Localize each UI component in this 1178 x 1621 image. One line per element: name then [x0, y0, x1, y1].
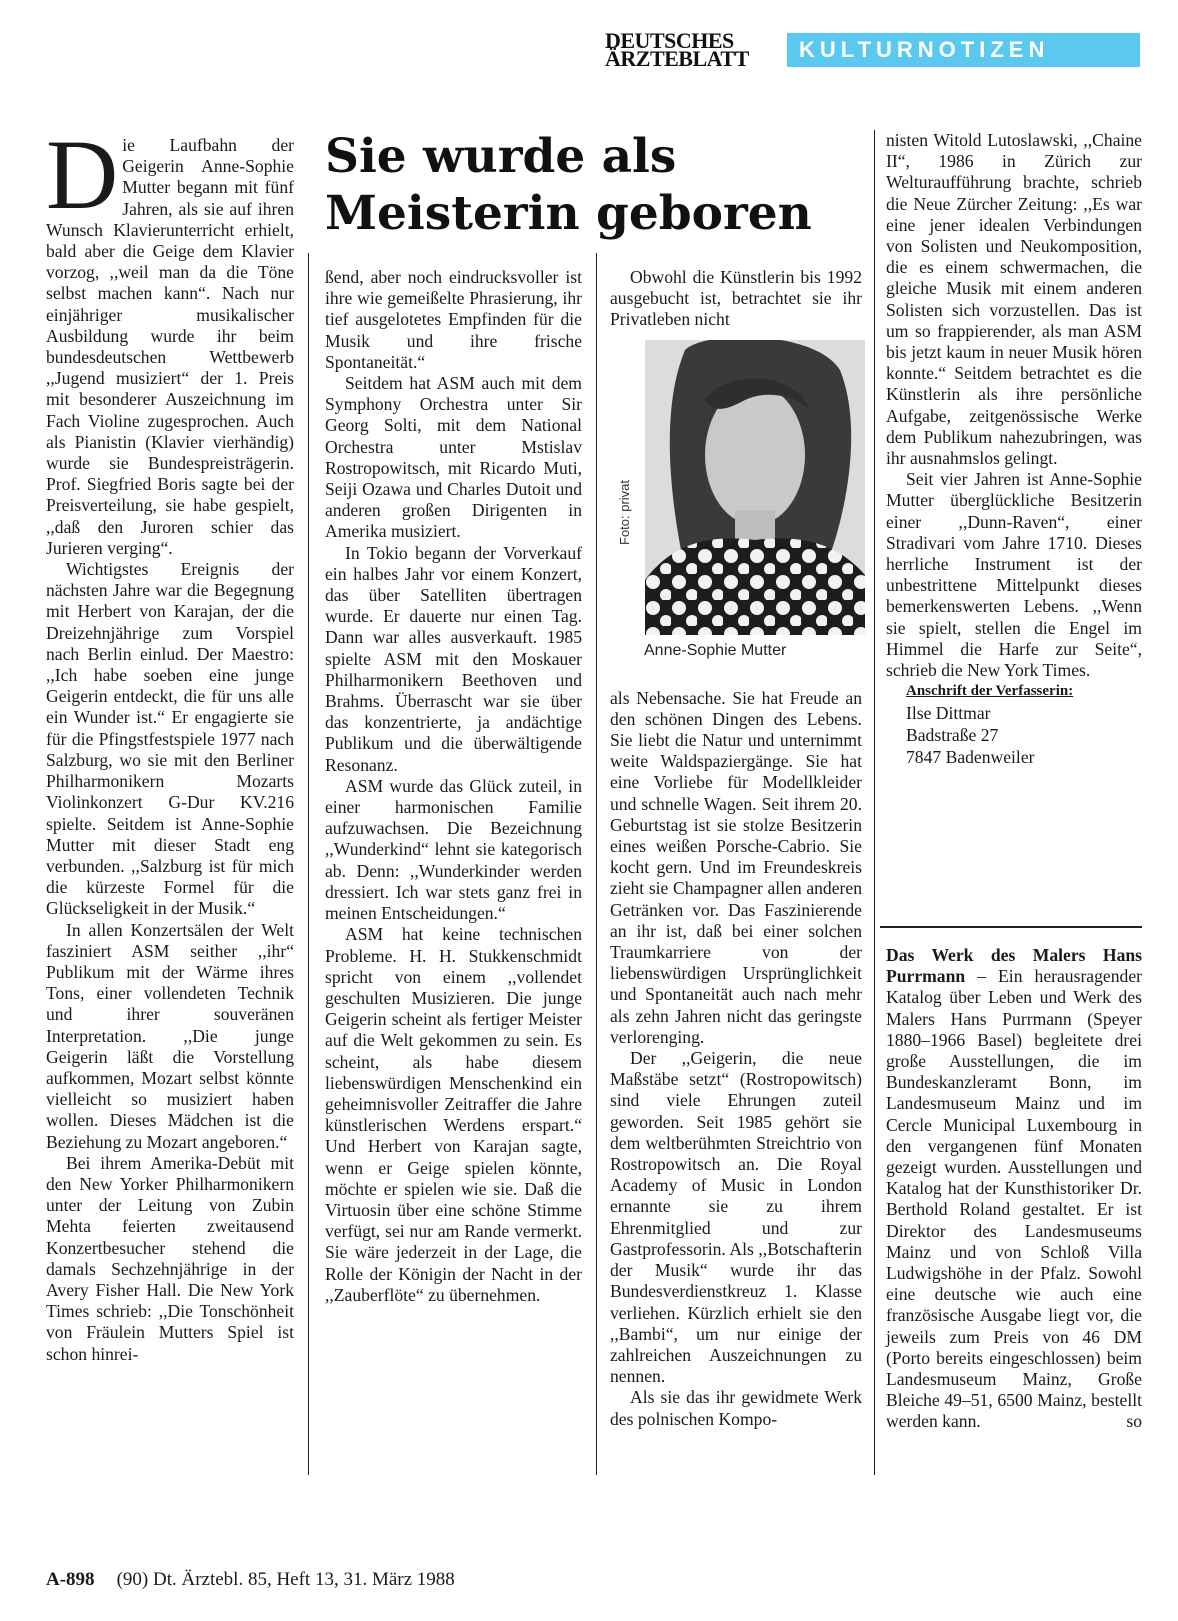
paragraph: Der ,,Geigerin, die neue Maßstäbe setzt“ (Rostropowitsch) sind viele Ehrungen zuteil geworden. Seit 1985 gehört sie dem weltberühmten Streichtrio von Rostropowitsch an. Die Royal Academy of Music in London ernannte sie zu ihrem Ehrenmitglied und zur Gastprofessorin. Als ,,Botschafterin der Musik“ wurde ihr das Bundesverdienstkreuz 1. Klasse verliehen. Kürzlich erhielt sie den ,,Bambi“, um nur einige der zahlreichen Auszeichnungen zu nennen. [610, 1048, 862, 1387]
paragraph: Als sie das ihr gewidmete Werk des polnischen Kompo- [610, 1387, 862, 1429]
author-name: Ilse Dittmar [906, 703, 991, 724]
column-rule-3 [874, 130, 875, 1475]
paragraph: Seitdem hat ASM auch mit dem Symphony Orchestra unter Sir Georg Solti, mit dem National Orchestra unter Mstislav Rostropowitsch, mit Ricardo Muti, Seiji Ozawa und Charles Dutoit und anderen großen Dirigenten in Amerika musiziert. [325, 373, 582, 542]
paragraph: ASM hat keine technischen Probleme. H. H. Stukkenschmidt spricht von einem ,,vollendet geschulten Musizieren. Die junge Geigerin scheint als fertiger Meister auf die Welt gekommen zu sein. Es scheint, als habe diesem liebenswürdigen Menschenkind ein geheimnisvoller Zeitraffer die Jahre künstlerischen Werdens erspart.“ Und Herbert von Karajan sagte, wenn er Geige spielen könnte, möchte er spielen wie sie. Daß die Virtuosin über eine schöne Stimme verfügt, sei nur am Rande vermerkt. Sie wäre jederzeit in der Lage, die Rolle der Königin der Nacht in der ,,Zauberflöte“ zu übernehmen. [325, 924, 582, 1305]
paragraph: als Nebensache. Sie hat Freude an den schönen Dingen des Lebens. Sie liebt die Natur und unternimmt weite Waldspaziergänge. Sie hat eine Vorliebe für Modellkleider und schnelle Wagen. Seit ihrem 20. Geburtstag ist sie stolze Besitzerin eines weißen Porsche-Cabrio. Sie kocht gern. Und im Freundeskreis zieht sie Champagner allen anderen Getränken vor. Das Faszinierende an ihr ist, daß bei einer solchen Traumkarriere von der liebenswürdigen Ursprünglichkeit und Spontaneität auch nach mehr als zehn Jahren nicht das geringste verlorenging. [610, 687, 862, 1047]
paragraph: nisten Witold Lutoslawski, ,,Chaine II“, 1986 in Zürich zur Welturaufführung brachte, schrieb die Neue Zürcher Zeitung: ,,Es war eine jener idealen Verbindungen von Solisten und Neukomposition, die es einem schwermachen, die gleiche Musik mit einem anderen Solisten sich vorzustellen. Das ist um so frappierender, als man ASM bis jetzt kaum in neuer Musik hören konnte.“ Seitdem betrachtet es die Künstlerin als ihre persönliche Aufgabe, zeitgenössische Werke dem Publikum nahezubringen, was ihr ausnahmslos gelingt. [886, 130, 1142, 469]
note-signoff: so [1126, 1411, 1142, 1432]
page-number: A-898 [46, 1569, 95, 1590]
note-body: – Ein herausragender Katalog über Leben und Werk des Malers Hans Purrmann (Speyer 1880–1966 Basel) begleitete drei große Ausstellungen, die im Bundeskanzleramt Bonn, im Landesmuseum Mainz und im Cercle Municipal Luxembourg in den vergangenen fünf Monaten gezeigt wurden. Ausstellungen und Katalog hat der Kunsthistoriker Dr. Berthold Roland gestaltet. Er ist Direktor des Landesmuseums Mainz und von Schloß Villa Ludwigshöhe in der Pfalz. Sowohl eine deutsche wie auch eine französische Ausgabe liegt vor, die jeweils zum Preis von 46 DM (Porto bereits eingeschlossen) beim Landesmuseum Mainz, Große Bleiche 49–51, 6500 Mainz, bestellt werden kann. [886, 966, 1142, 1432]
logo-line-1: DEUTSCHES [605, 28, 734, 53]
article-headline: Sie wurde als Meisterin geboren [325, 129, 812, 241]
photo-credit: Foto: privat [617, 479, 632, 545]
paragraph: Obwohl die Künstlerin bis 1992 ausgebucht ist, betrachtet sie ihr Privatleben nicht [610, 267, 862, 330]
journal-logo [605, 28, 775, 71]
paragraph: ASM wurde das Glück zuteil, in einer harmonischen Familie aufzuwachsen. Die Bezeichnung ,,Wunderkind“ lehnt sie kategorisch ab. Denn: ,,Wunderkinder werden dressiert. Ich war stets ganz frei in meinen Entscheidungen.“ [325, 775, 582, 924]
author-city: 7847 Badenweiler [906, 747, 1035, 768]
column-rule-2 [596, 253, 597, 1475]
paragraph: Bei ihrem Amerika-Debüt mit den New Yorker Philharmonikern unter der Leitung von Zubin Mehta feierten zweitausend Konzertbesucher stehend die damals Sechzehnjährige in der Avery Fisher Hall. Die New York Times schrieb: ,,Die Tonschönheit von Fräulein Mutters Spiel ist schon hinrei- [46, 1152, 294, 1364]
article-column-1 [46, 119, 294, 1365]
page-footer [46, 1569, 455, 1591]
citation: (90) Dt. Ärztebl. 85, Heft 13, 31. März 1988 [116, 1569, 455, 1590]
photo-caption: Anne-Sophie Mutter [644, 642, 787, 659]
note-paragraph [886, 945, 1142, 1433]
article-column-2 [325, 267, 582, 1306]
author-heading: Anschrift der Verfasserin: [906, 683, 1074, 700]
paragraph: In Tokio begann der Vorverkauf ein halbes Jahr vor einem Konzert, das über Satelliten übertragen wurde. Er dauerte nur einen Tag. Dann war alles ausverkauft. 1985 spielte ASM mit den Moskauer Philharmonikern Beethoven und Brahms. Überrascht war sie über das konzentrierte, ja andächtige Publikum und die überwältigende Resonanz. [325, 542, 582, 775]
culture-note [886, 945, 1142, 1433]
drop-cap: D [46, 119, 119, 230]
paragraph-text: ie Laufbahn der Geigerin Anne-Sophie Mutter begann mit fünf Jahren, als sie auf ihren Wunsch Klavierunterricht erhielt, bald aber die Geige dem Klavier vorzog, ,,weil man da die Töne selbst machen kann“. Nach nur einjähriger musikalischer Ausbildung wurde ihr beim bundesdeutschen Wettbewerb ,,Jugend musiziert“ der 1. Preis mit besonderer Auszeichnung im Fach Violine zugesprochen. Auch als Pianistin (Klavier vierhändig) wurde sie Bundespreisträgerin. Prof. Siegfried Boris sagte bei der Preisverteilung, sie habe gespielt, ,,daß den Juroren schier das Jurieren verging“. [46, 135, 294, 558]
column-rule-1 [308, 253, 309, 1475]
note-title: Das Werk des Malers Hans Purrmann [886, 945, 1142, 987]
paragraph [46, 119, 294, 559]
author-street: Badstraße 27 [906, 725, 999, 746]
paragraph: Wichtigstes Ereignis der nächsten Jahre war die Begegnung mit Herbert von Karajan, der die Dreizehnjährige zum Vorspiel nach Berlin einlud. Der Maestro: ,,Ich habe soeben eine junge Geigerin entdeckt, die für uns alle ein Wunder ist.“ Er engagierte sie für die Pfingstfestspiele 1977 nach Salzburg, wo sie mit den Berliner Philharmonikern Mozarts Violinkonzert G-Dur KV.216 spielte. Seitdem ist Anne-Sophie Mutter mit dieser Stadt eng verbunden. ,,Salzburg ist für mich die kürzeste Formel für die Glückseligkeit in der Musik.“ [46, 559, 294, 919]
article-column-4 [886, 130, 1142, 768]
logo-line-2: ÄRZTEBLATT [605, 46, 749, 71]
section-banner: KULTURNOTIZEN [787, 33, 1140, 67]
paragraph: Seit vier Jahren ist Anne-Sophie Mutter überglückliche Besitzerin einer ,,Dunn-Raven“, einer Stradivari vom Jahre 1710. Dieses herrliche Instrument ist der unbestrittene Mittelpunkt dieses bemerkenswerten Lebens. ,,Wenn sie spielt, stellen die Engel im Himmel die Harfe zur Seite“, schrieb die New York Times. [886, 469, 1142, 681]
section-divider [880, 926, 1142, 928]
paragraph: In allen Konzertsälen der Welt fasziniert ASM seither ,,ihr“ Publikum mit der Wärme ihres Tons, einer vollendeten Technik und ihrer souveränen Interpretation. ,,Die junge Geigerin läßt die Vorstellung aufkommen, Mozart selbst könnte vielleicht so musiziert haben wollen. Dieses Mädchen ist die Beziehung zu Mozart angeboren.“ [46, 919, 294, 1152]
portrait-image [645, 340, 865, 635]
paragraph: ßend, aber noch eindrucksvoller ist ihre wie gemeißelte Phrasierung, ihr tief ausgelotetes Empfinden für die Musik und ihre frische Spontaneität.“ [325, 267, 582, 372]
portrait-photo [645, 340, 865, 635]
